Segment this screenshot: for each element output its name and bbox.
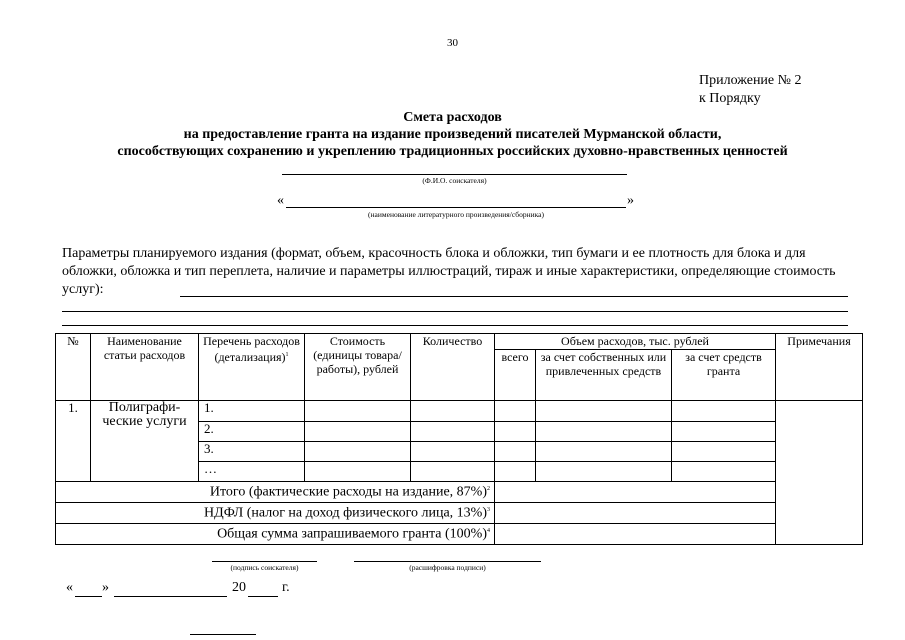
header-expense-list: Перечень расходов (детализация)$^1$ [199, 334, 305, 401]
appendix-label [699, 72, 802, 108]
table-cell [495, 442, 536, 462]
item-2: 2. [199, 422, 305, 442]
signature-line [212, 561, 317, 562]
header-own-funds: за счет собственных или привлеченных средств [536, 350, 672, 401]
date-month-line [114, 596, 227, 597]
work-open-quote: « [277, 193, 284, 208]
signature-decode-caption: (расшифровка подписи) [409, 563, 486, 572]
table-cell [536, 442, 672, 462]
appendix-line-1: Приложение № 2 [699, 73, 802, 88]
item-ellipsis: … [199, 462, 305, 482]
page-number: 30 [447, 37, 458, 49]
table-cell [411, 442, 495, 462]
summary-grant-value [495, 524, 776, 545]
table-cell [411, 462, 495, 482]
params-fill-line-2 [62, 311, 848, 312]
notes-cell [776, 401, 863, 545]
item-1: 1. [199, 401, 305, 422]
table-cell [672, 422, 776, 442]
title-line-1: Смета расходов [403, 110, 502, 125]
appendix-line-2: к Порядку [699, 91, 761, 106]
work-title-line [286, 207, 626, 208]
date-year-suffix: г. [282, 580, 290, 595]
params-fill-line-3 [62, 325, 848, 326]
table-cell [305, 442, 411, 462]
row-number: 1. [56, 401, 91, 482]
table-cell [495, 462, 536, 482]
applicant-name-line [282, 174, 627, 175]
footnote-separator [190, 634, 256, 635]
summary-total-label: Итого (фактические расходы на издание, 87%)$^2$ [56, 482, 495, 503]
date-open-quote: « [66, 580, 73, 595]
date-close-quote: » [102, 580, 109, 595]
table-cell [536, 462, 672, 482]
header-notes: Примечания [776, 334, 863, 401]
header-expense-name: Наименование статьи расходов [91, 334, 199, 401]
table-cell [305, 401, 411, 422]
work-caption: (наименование литературного произведения/сборника) [368, 210, 544, 219]
header-volume: Объем расходов, тыс. рублей [495, 334, 776, 350]
table-cell [672, 462, 776, 482]
header-total: всего [495, 350, 536, 401]
table-cell [305, 422, 411, 442]
summary-ndfl-value [495, 503, 776, 524]
signature-caption: (подпись соискателя) [230, 563, 299, 572]
work-close-quote: » [627, 193, 634, 208]
header-grant-funds: за счет средств гранта [672, 350, 776, 401]
table-cell [536, 401, 672, 422]
summary-ndfl-label: НДФЛ (налог на доход физического лица, 13%)$^3$ [56, 503, 495, 524]
summary-total-value [495, 482, 776, 503]
header-number: № [56, 334, 91, 401]
row-expense-name: Полиграфи-ческие услуги [91, 401, 199, 482]
document-title [0, 109, 905, 160]
table-cell [411, 422, 495, 442]
title-line-2: на предоставление гранта на издание произведений писателей Мурманской области, [183, 127, 722, 142]
item-3: 3. [199, 442, 305, 462]
table-cell [672, 401, 776, 422]
table-cell [672, 442, 776, 462]
params-paragraph: Параметры планируемого издания (формат, объем, красочность блока и обложки, тип бумаги и ее плотность для блока и для обложки, обложка и тип переплета, наличие и параметры иллюстраций, тираж и иные характеристики, определяющие стоимость услуг): [62, 246, 836, 297]
table-cell [305, 462, 411, 482]
table-cell [495, 401, 536, 422]
table-cell [411, 401, 495, 422]
table-cell [495, 422, 536, 442]
title-line-3: способствующих сохранению и укреплению традиционных российских духовно-нравственных ценностей [117, 144, 788, 159]
date-day-line [75, 596, 102, 597]
signature-decode-line [354, 561, 541, 562]
summary-grant-label: Общая сумма запрашиваемого гранта $(100\%)^4$ [56, 524, 495, 545]
applicant-caption: (Ф.И.О. соискателя) [422, 176, 487, 185]
date-year-line [248, 596, 278, 597]
table-cell [536, 422, 672, 442]
header-quantity: Количество [411, 334, 495, 401]
params-fill-line-1 [180, 296, 848, 297]
expense-table [55, 333, 863, 545]
date-year-prefix: 20 [232, 580, 246, 595]
header-cost: Стоимость (единицы товара/работы), рублей [305, 334, 411, 401]
